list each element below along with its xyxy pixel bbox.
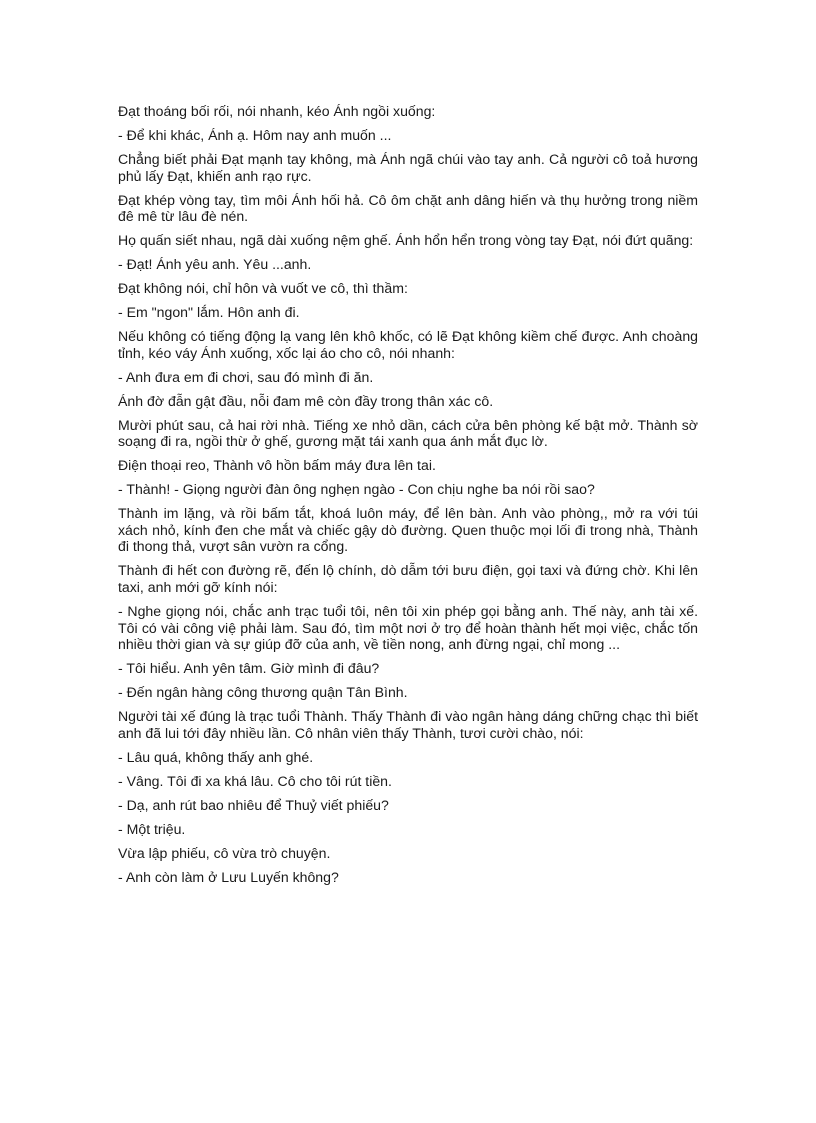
paragraph-21: - Lâu quá, không thấy anh ghé. — [118, 748, 314, 765]
paragraph-6: - Đạt! Ánh yêu anh. Yêu ...anh. — [118, 256, 312, 273]
paragraph-7: Đạt không nói, chỉ hôn và vuốt ve cô, thì thầm: — [118, 280, 408, 297]
paragraph-15: Thành im lặng, và rồi bấm tắt, khoá luôn máy, để lên bàn. Anh vào phòng,, mở ra với túi xách nhỏ, kính đen che mắt và chiếc gậy dò đường. Quen thuộc mọi lối đi trong nhà, Thành đi thong thả, vượt sân vườn ra cổng. — [118, 505, 698, 555]
paragraph-14: - Thành! - Giọng người đàn ông nghẹn ngào - Con chịu nghe ba nói rồi sao? — [118, 481, 595, 498]
paragraph-16: Thành đi hết con đường rẽ, đến lộ chính, dò dẫm tới bưu điện, gọi taxi và đứng chờ. Khi lên taxi, anh mới gỡ kính nói: — [118, 562, 698, 595]
paragraph-11: Ánh đờ đẫn gật đầu, nỗi đam mê còn đầy trong thân xác cô. — [118, 392, 494, 409]
paragraph-5: Họ quấn siết nhau, ngã dài xuống nệm ghế. Ánh hổn hển trong vòng tay Đạt, nói đứt quãng: — [118, 232, 694, 249]
paragraph-20: Người tài xế đúng là trạc tuổi Thành. Thấy Thành đi vào ngân hàng dáng chững chạc thì biết anh đã lui tới đây nhiều lần. Cô nhân viên thấy Thành, tươi cười chào, nói: — [118, 708, 698, 741]
paragraph-10: - Anh đưa em đi chơi, sau đó mình đi ăn. — [118, 368, 374, 385]
paragraph-2: - Để khi khác, Ánh ạ. Hôm nay anh muốn ... — [118, 126, 392, 143]
paragraph-13: Điện thoại reo, Thành vô hồn bấm máy đưa lên tai. — [118, 457, 436, 474]
paragraph-18: - Tôi hiểu. Anh yên tâm. Giờ mình đi đâu? — [118, 660, 380, 677]
paragraph-9: Nếu không có tiếng động lạ vang lên khô khốc, có lẽ Đạt không kiềm chế được. Anh choàng tỉnh, kéo váy Ánh xuống, xốc lại áo cho cô, nói nhanh: — [118, 328, 698, 361]
paragraph-12: Mười phút sau, cả hai rời nhà. Tiếng xe nhỏ dần, cách cửa bên phòng kế bật mở. Thành sờ soạng đi ra, ngồi thừ ở ghế, gương mặt tái xanh qua ánh mắt đục lờ. — [118, 416, 698, 450]
paragraph-25: Vừa lập phiếu, cô vừa trò chuyện. — [118, 844, 331, 861]
paragraph-4: Đạt khép vòng tay, tìm môi Ánh hối hả. Cô ôm chặt anh dâng hiến và thụ hưởng trong niềm đê mê từ lâu đè nén. — [118, 191, 698, 225]
paragraph-1: Đạt thoáng bối rối, nói nhanh, kéo Ánh ngồi xuống: — [118, 103, 436, 119]
paragraph-22: - Vâng. Tôi đi xa khá lâu. Cô cho tôi rút tiền. — [118, 772, 392, 789]
paragraph-8: - Em "ngon" lắm. Hôn anh đi. — [118, 304, 300, 321]
paragraph-19: - Đến ngân hàng công thương quận Tân Bình. — [118, 684, 408, 701]
paragraph-24: - Một triệu. — [118, 820, 186, 837]
paragraph-23: - Dạ, anh rút bao nhiêu để Thuỷ viết phiếu? — [118, 796, 389, 813]
paragraph-17: - Nghe giọng nói, chắc anh trạc tuổi tôi, nên tôi xin phép gọi bằng anh. Thế này, anh tài xế. Tôi có vài công việ phải làm. Sau đó, tìm một nơi ở trọ để hoàn thành hết mọi việc, chắc tốn nhiều thời gian và sự giúp đỡ của anh, về tiền nong, anh đừng ngại, chỉ mong ... — [118, 602, 698, 653]
document-body — [118, 103, 698, 885]
paragraph-3: Chẳng biết phải Đạt mạnh tay không, mà Ánh ngã chúi vào tay anh. Cả người cô toả hương phủ lấy Đạt, khiến anh rạo rực. — [118, 150, 698, 184]
paragraph-26: - Anh còn làm ở Lưu Luyến không? — [118, 868, 339, 885]
